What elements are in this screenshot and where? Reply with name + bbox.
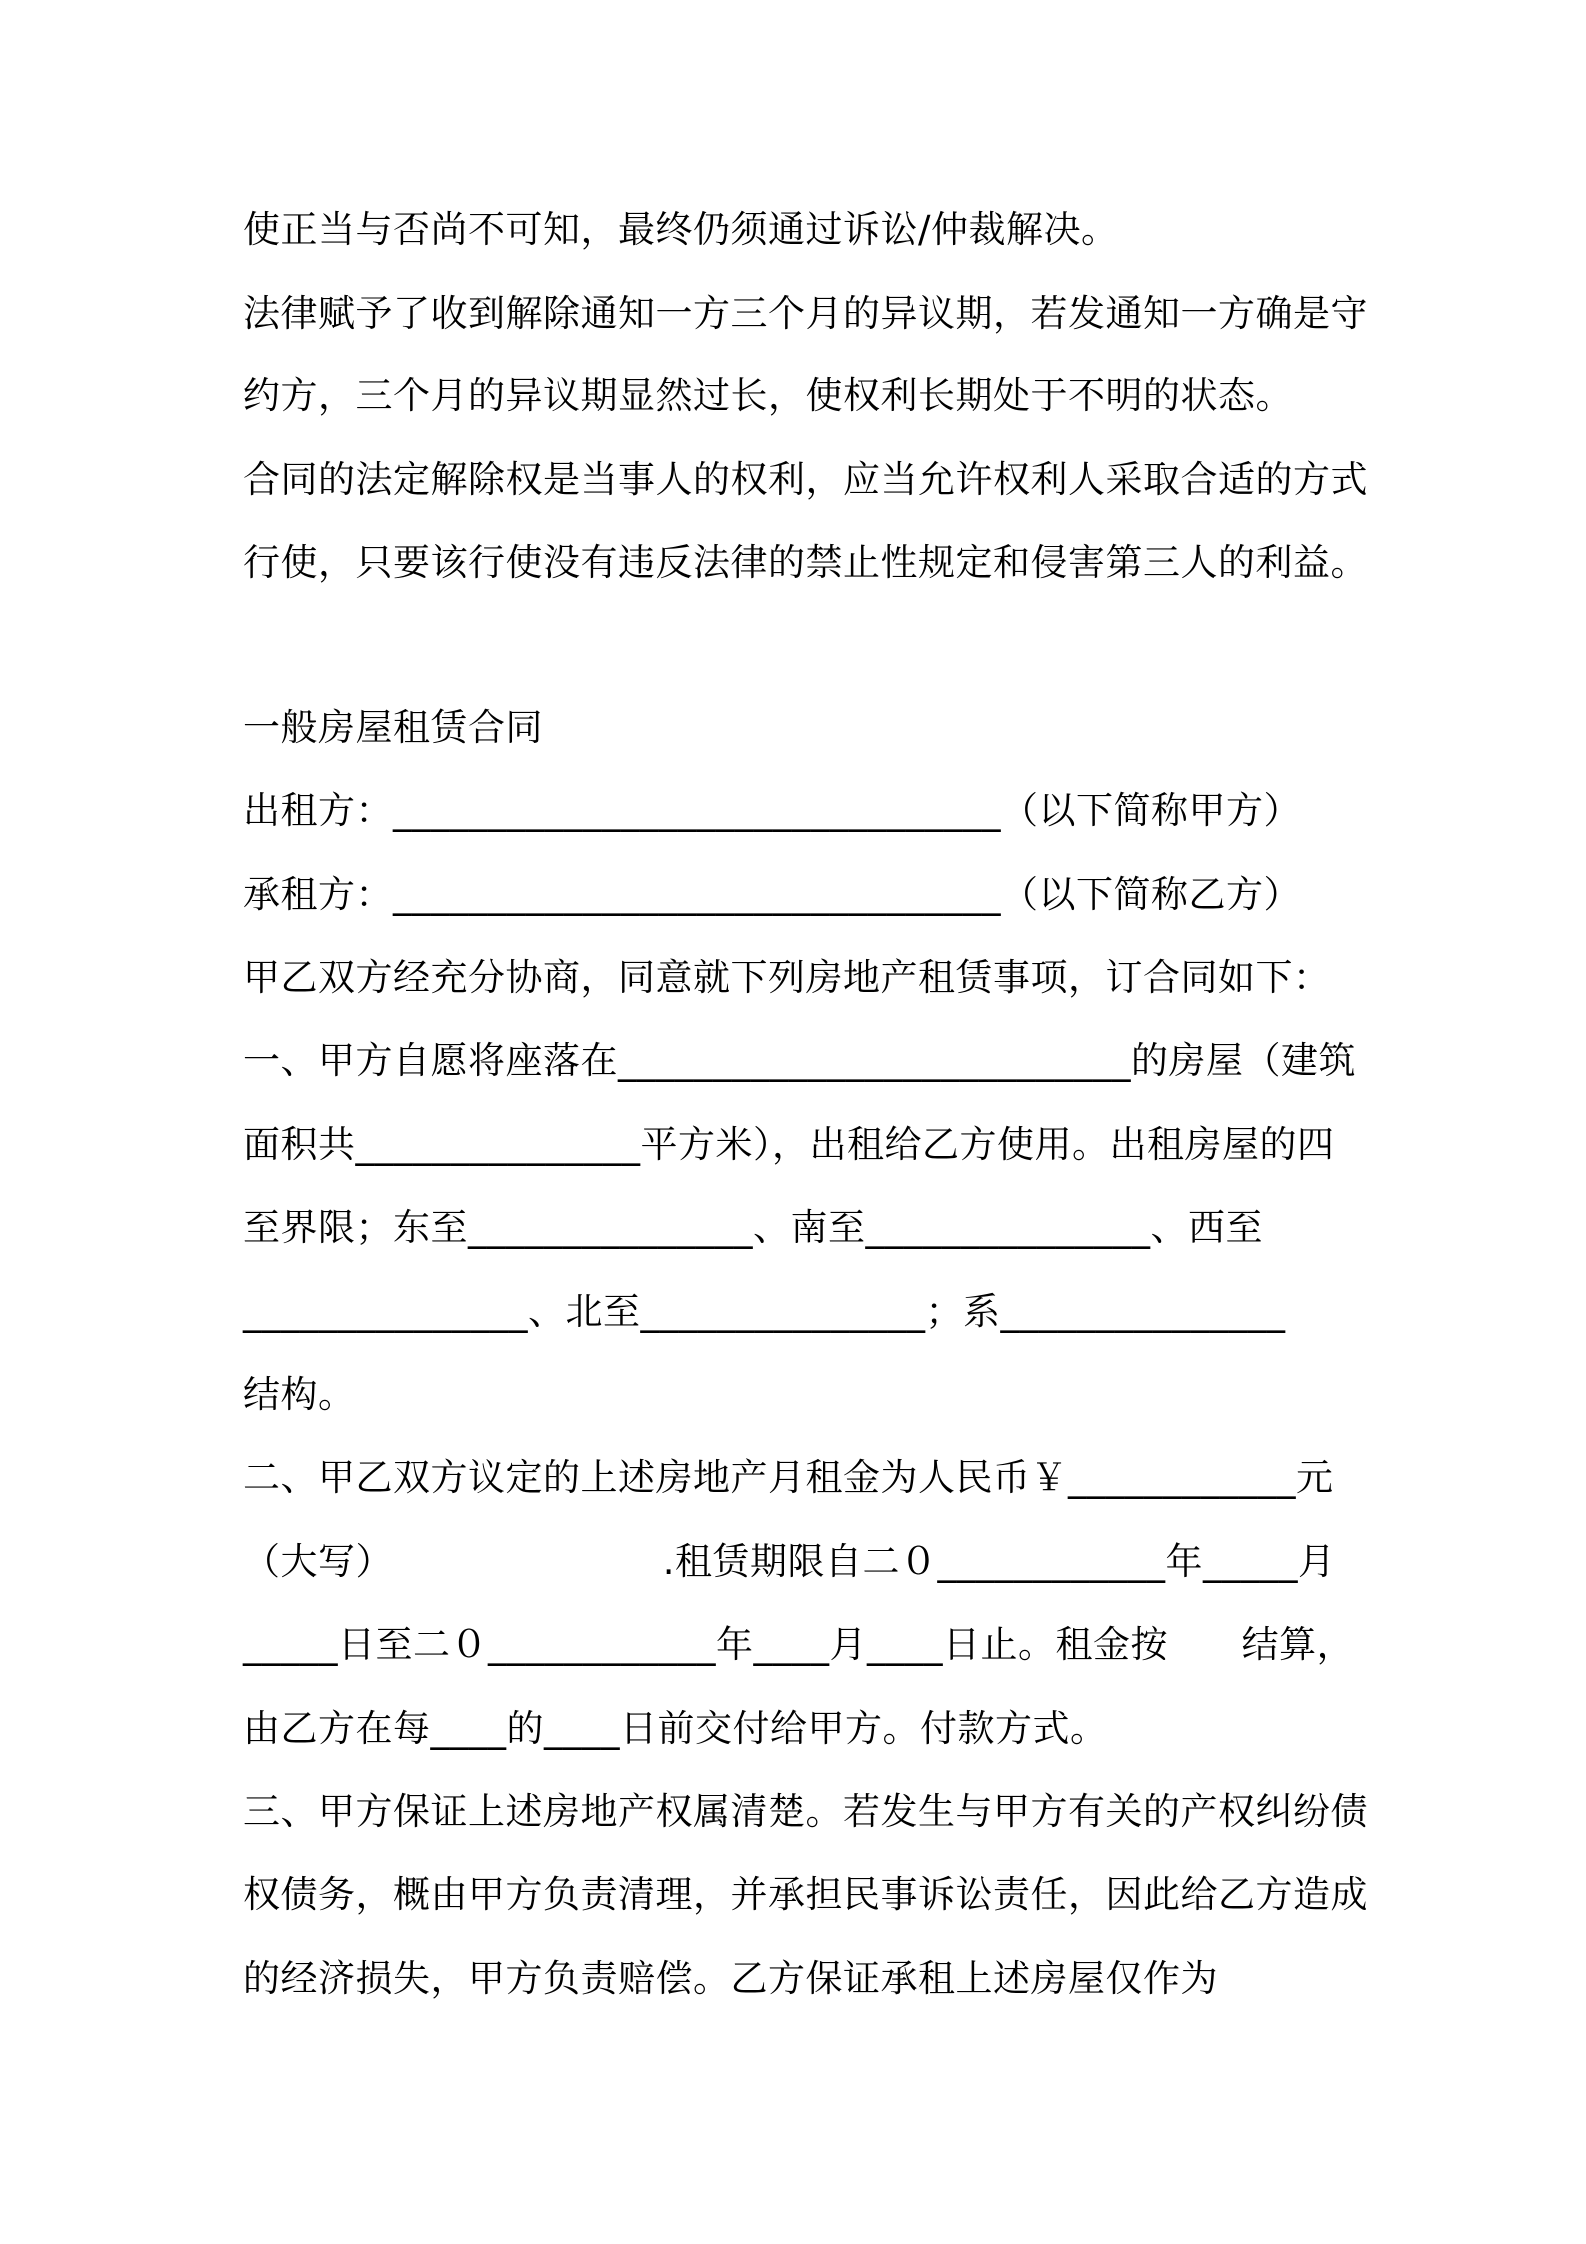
text-line: 法律赋予了收到解除通知一方三个月的异议期，若发通知一方确是守 xyxy=(243,292,1368,335)
text-line: 合同的法定解除权是当事人的权利，应当允许权利人采取合适的方式 xyxy=(243,458,1368,501)
text-line: 结构。 xyxy=(243,1373,356,1416)
contract-title: 一般房屋租赁合同 xyxy=(243,706,543,749)
text-line: （大写） .租赁期限自二０____________年_____月 xyxy=(243,1540,1336,1583)
text-line: _____日至二０____________年____月____日止。租金按 结算， xyxy=(243,1623,1355,1666)
text-line: 甲乙双方经充分协商，同意就下列房地产租赁事项，订合同如下： xyxy=(243,956,1331,999)
lessee-field: 承租方：________________________________（以下简称乙方） xyxy=(243,873,1301,916)
text-line: 的经济损失，甲方负责赔偿。乙方保证承租上述房屋仅作为 xyxy=(243,1957,1218,2000)
text-line: _______________、北至_______________；系_______________ xyxy=(243,1290,1286,1333)
clause-one: 一、甲方自愿将座落在___________________________的房屋（建筑 xyxy=(243,1039,1356,1082)
text-line: 行使，只要该行使没有违反法律的禁止性规定和侵害第三人的利益。 xyxy=(243,541,1368,584)
text-line: 约方，三个月的异议期显然过长，使权利长期处于不明的状态。 xyxy=(243,374,1293,417)
text-line: 至界限；东至_______________、南至_______________、西至 xyxy=(243,1206,1263,1249)
clause-three: 三、甲方保证上述房地产权属清楚。若发生与甲方有关的产权纠纷债 xyxy=(243,1790,1368,1833)
text-line: 面积共_______________平方米），出租给乙方使用。出租房屋的四 xyxy=(243,1123,1335,1166)
text-line: 由乙方在每____的____日前交付给甲方。付款方式。 xyxy=(243,1707,1108,1750)
clause-two: 二、甲乙双方议定的上述房地产月租金为人民币￥____________元 xyxy=(243,1456,1334,1499)
text-line: 权债务，概由甲方负责清理，并承担民事诉讼责任，因此给乙方造成 xyxy=(243,1873,1368,1916)
text-line: 使正当与否尚不可知，最终仍须通过诉讼/仲裁解决。 xyxy=(243,208,1119,251)
lessor-field: 出租方：________________________________（以下简称甲方） xyxy=(243,789,1301,832)
